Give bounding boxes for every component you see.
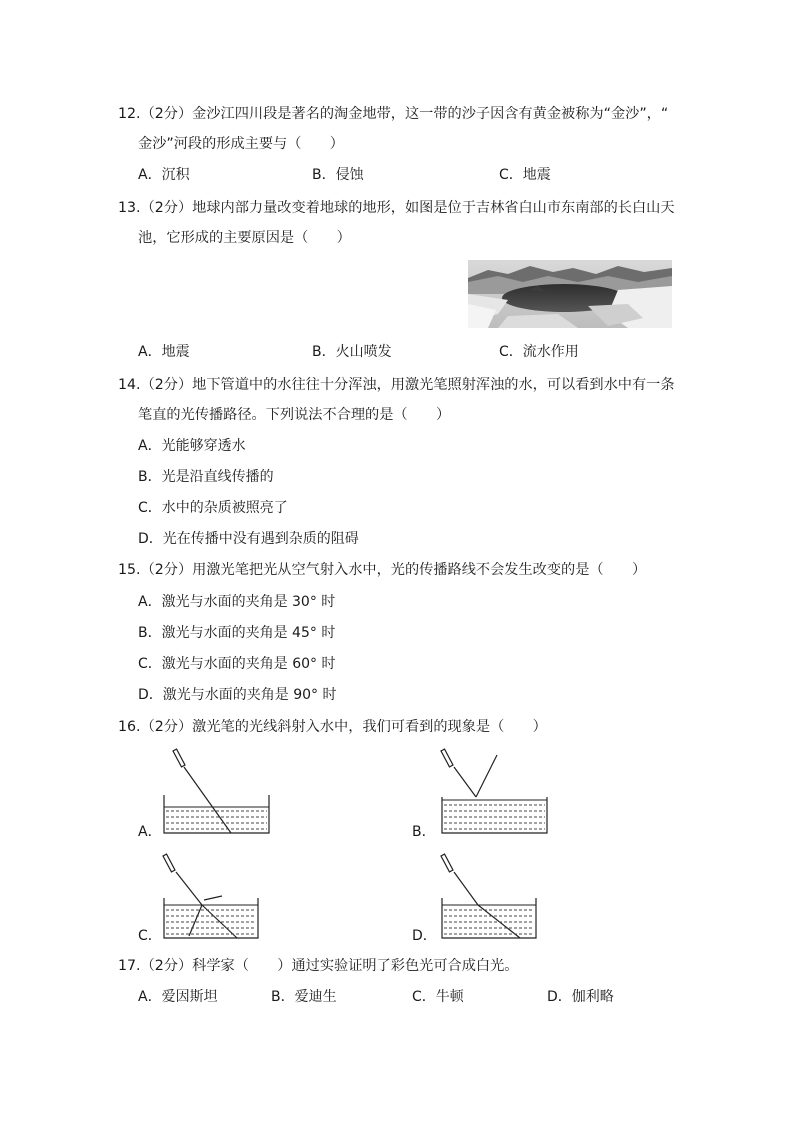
q17-option-b: B．爱迪生 [271, 989, 337, 1005]
q13-option-a: A．地震 [138, 344, 190, 360]
q12-stem-line1: 12.（2分）金沙江四川段是著名的淘金地带，这一带的沙子因含有黄金被称为“金沙”，“ [118, 106, 669, 122]
q14-option-b: B．光是沿直线传播的 [138, 469, 274, 485]
q15-option-d: D．激光与水面的夹角是 90° 时 [138, 687, 337, 703]
q16-option-d-label: D． [412, 928, 437, 944]
q14-option-d: D．光在传播中没有遇到杂质的阻碍 [138, 531, 359, 547]
q13-option-b: B．火山喷发 [312, 344, 392, 360]
q12-option-a: A．沉积 [138, 167, 190, 183]
q17-option-c: C．牛顿 [412, 989, 464, 1005]
q14-option-c: C．水中的杂质被照亮了 [138, 500, 288, 516]
q12-stem-line2: 金沙”河段的形成主要与（ ） [138, 136, 344, 152]
q15-option-c: C．激光与水面的夹角是 60° 时 [138, 656, 336, 672]
q13-stem-line2: 池，它形成的主要原因是（ ） [138, 230, 351, 246]
q17-stem: 17.（2分）科学家（ ）通过实验证明了彩色光可合成白光。 [118, 958, 519, 974]
q16-stem: 16.（2分）激光笔的光线斜射入水中，我们可看到的现象是（ ） [118, 719, 547, 735]
q17-option-a: A．爱因斯坦 [138, 989, 218, 1005]
q15-stem: 15.（2分）用激光笔把光从空气射入水中，光的传播路线不会发生改变的是（ ） [118, 562, 647, 578]
q14-stem-line1: 14.（2分）地下管道中的水往往十分浑浊，用激光笔照射浑浊的水，可以看到水中有一条 [118, 377, 675, 393]
q13-option-c: C．流水作用 [499, 344, 579, 360]
q16-diagram-a [162, 745, 272, 835]
q16-diagram-c [162, 850, 272, 940]
q16-diagram-d [440, 850, 550, 940]
q16-option-a-label: A． [138, 824, 162, 840]
q17-option-d: D．伽利略 [547, 989, 614, 1005]
q12-option-b: B．侵蚀 [312, 167, 364, 183]
q15-option-a: A．激光与水面的夹角是 30° 时 [138, 594, 336, 610]
q16-option-b-label: B． [412, 824, 436, 840]
q14-option-a: A．光能够穿透水 [138, 438, 246, 454]
q15-option-b: B．激光与水面的夹角是 45° 时 [138, 625, 336, 641]
q16-diagram-b [440, 745, 550, 835]
q12-option-c: C．地震 [499, 167, 551, 183]
tianchi-lake-photo [468, 260, 672, 328]
q14-stem-line2: 笔直的光传播路径。下列说法不合理的是（ ） [138, 407, 451, 423]
q16-option-c-label: C． [138, 928, 162, 944]
q13-stem-line1: 13.（2分）地球内部力量改变着地球的地形，如图是位于吉林省白山市东南部的长白山天 [118, 200, 675, 216]
